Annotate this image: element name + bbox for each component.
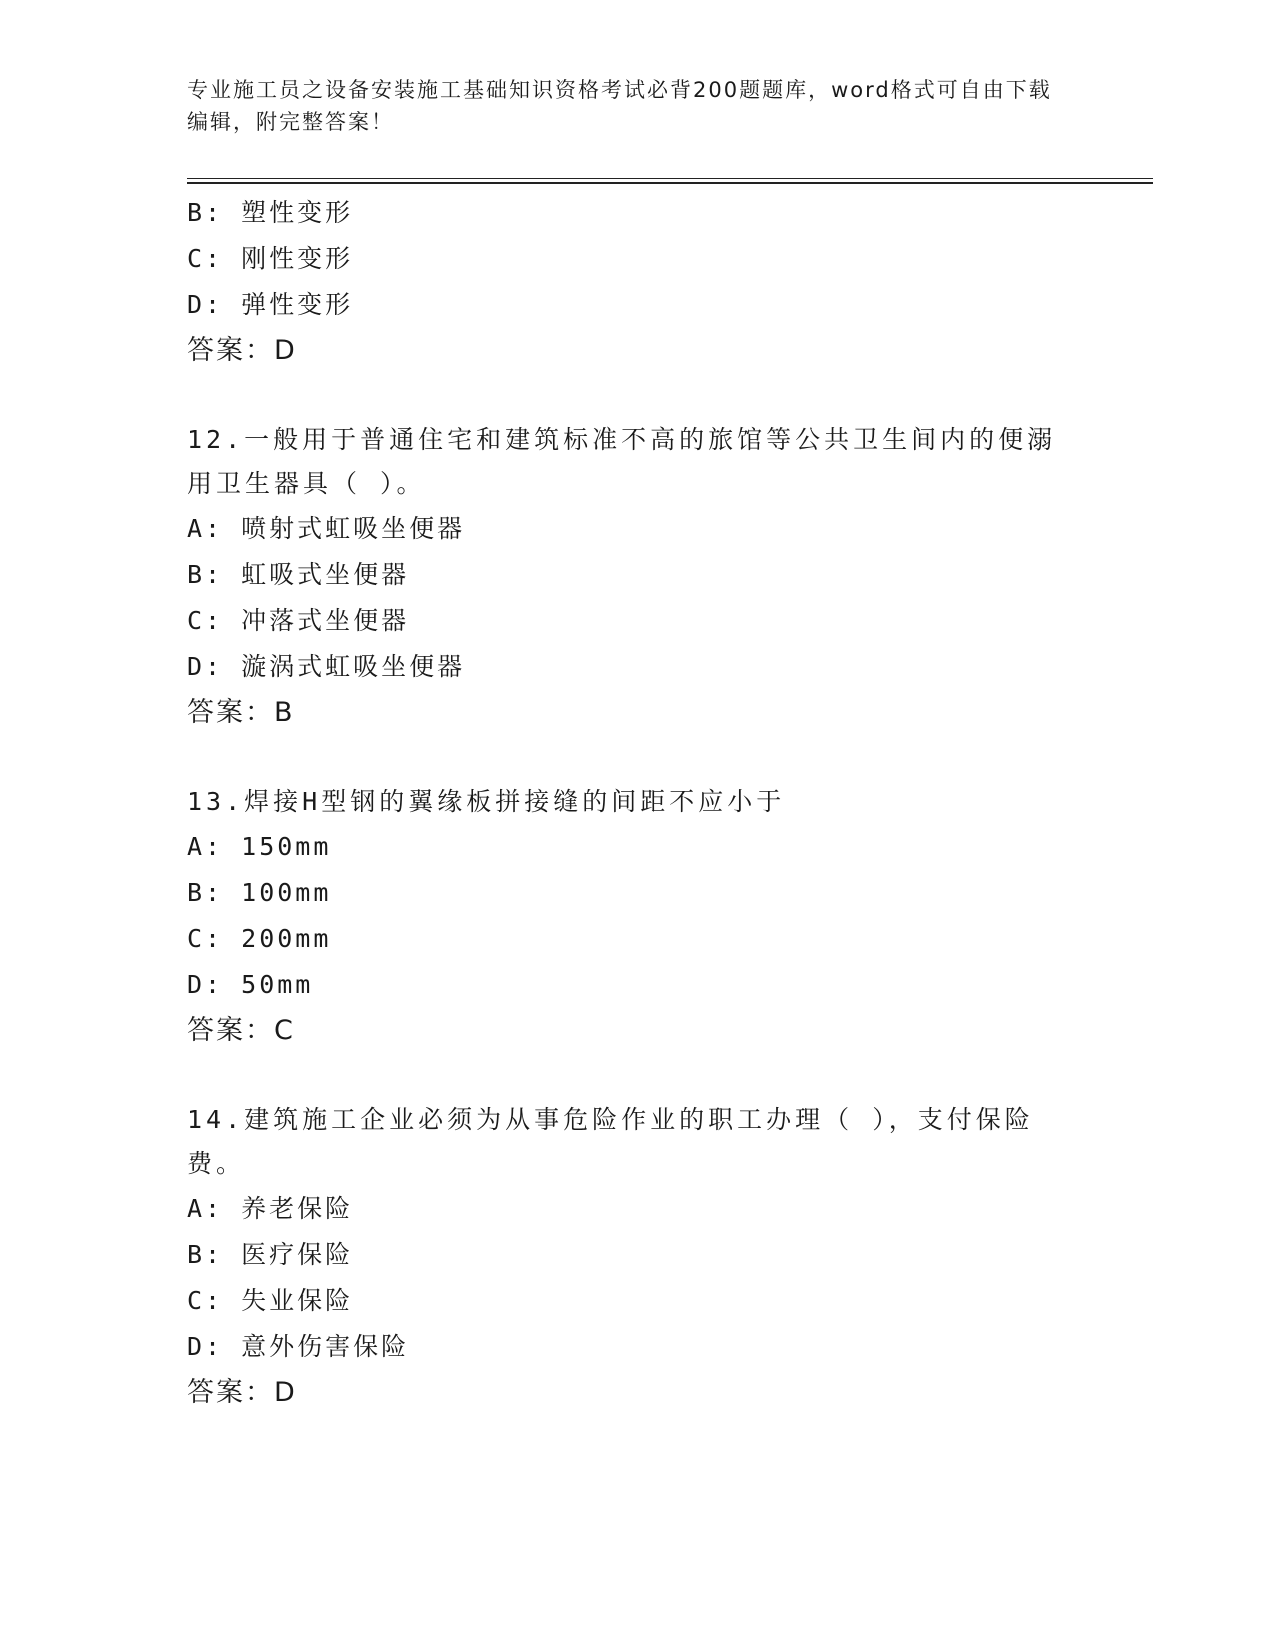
option-a: A: 150mm: [187, 832, 332, 861]
question-gap: [187, 1054, 1087, 1098]
question-stem: 12.一般用于普通住宅和建筑标准不高的旅馆等公共卫生间内的便溺用卫生器具（ ）。: [187, 425, 1057, 498]
option-a: A: 喷射式虹吸坐便器: [187, 514, 466, 543]
option-d: D: 弹性变形: [187, 290, 354, 319]
question-stem: 14.建筑施工企业必须为从事危险作业的职工办理（ ），支付保险费。: [187, 1105, 1034, 1178]
option-b: B: 塑性变形: [187, 198, 354, 227]
option-d: D: 漩涡式虹吸坐便器: [187, 652, 466, 681]
question-13: [187, 780, 1087, 1054]
document-header: 专业施工员之设备安装施工基础知识资格考试必背200题题库，word格式可自由下载编辑，附完整答案！: [187, 78, 1052, 134]
option-a: A: 养老保险: [187, 1194, 354, 1223]
option-b: B: 医疗保险: [187, 1240, 354, 1269]
header-divider-thick: [187, 182, 1153, 184]
question-12: [187, 418, 1087, 736]
answer-label: 答案：C: [187, 1015, 295, 1046]
option-c: C: 200mm: [187, 924, 332, 953]
question-gap: [187, 374, 1087, 418]
option-c: C: 刚性变形: [187, 244, 354, 273]
option-d: D: 意外伤害保险: [187, 1332, 410, 1361]
question-stem: 13.焊接H型钢的翼缘板拼接缝的间距不应小于: [187, 787, 786, 816]
option-c: C: 失业保险: [187, 1286, 354, 1315]
header-divider-thin: [187, 178, 1153, 179]
option-c: C: 冲落式坐便器: [187, 606, 410, 635]
option-b: B: 虹吸式坐便器: [187, 560, 410, 589]
answer-label: 答案：D: [187, 1377, 297, 1408]
question-11-tail: [187, 190, 1087, 374]
question-14: [187, 1098, 1087, 1416]
option-b: B: 100mm: [187, 878, 332, 907]
question-gap: [187, 736, 1087, 780]
question-list: [187, 190, 1087, 1416]
answer-label: 答案：D: [187, 335, 297, 366]
option-d: D: 50mm: [187, 970, 314, 999]
answer-label: 答案：B: [187, 697, 295, 728]
